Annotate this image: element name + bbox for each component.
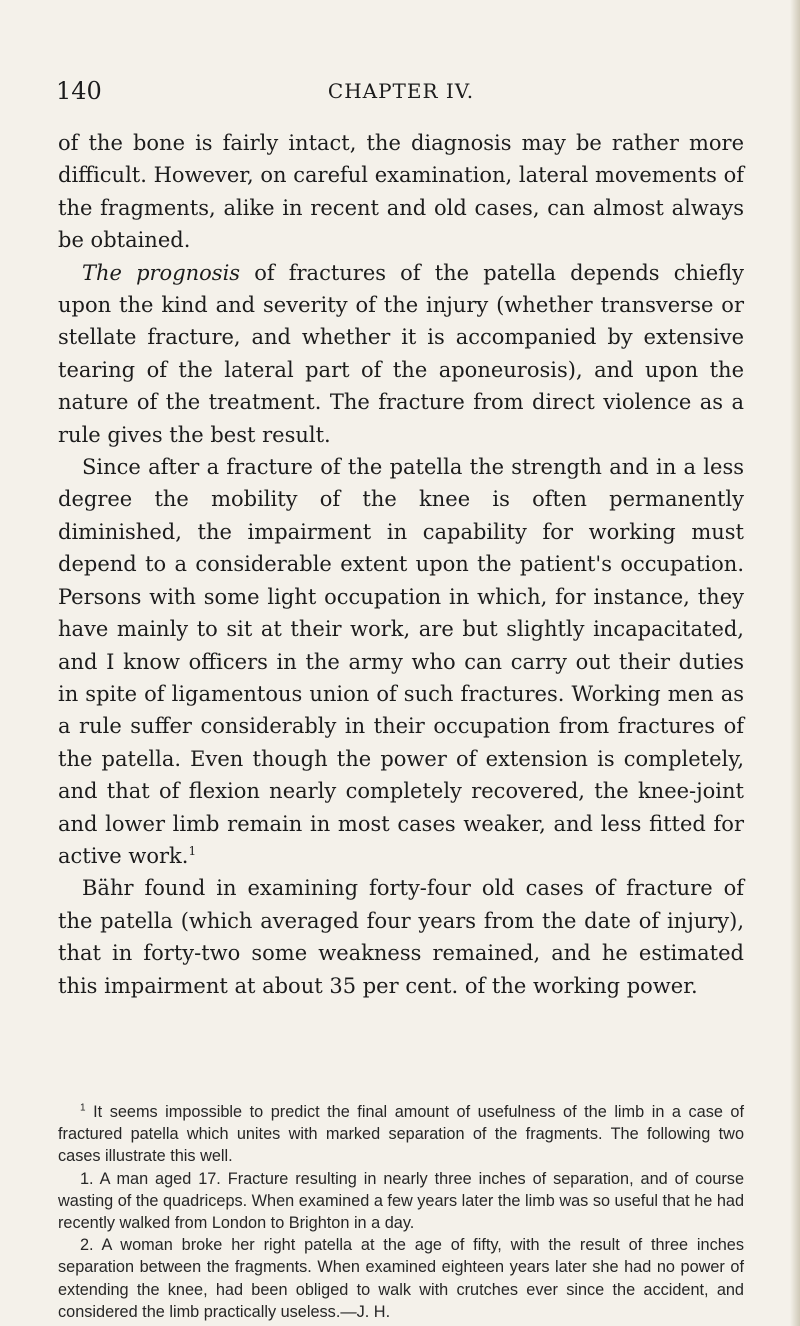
footnote-text: 1. A man aged 17. Fracture resulting in nearly three inches of separation, and of course wasting of the quadriceps. When examined a few years later the limb was so useful that he had recently walked from London to Brighton in a day. (58, 1169, 744, 1233)
footnote (58, 1101, 744, 1168)
footnote-text: 2. A woman broke her right patella at the age of fifty, with the result of three inches separation between the fragments. When examined eighteen years later she had no power of extending the knee, had been obliged to walk with crutches ever since the accident, and considered the limb practically useless.—J. H. (58, 1236, 744, 1321)
paragraph-text: Bähr found in examining forty-four old cases of fracture of the patella (which averaged four years from the date of injury), that in forty-two some weakness remained, and he estimated this impairment at about 35 per cent. of the working power. (58, 876, 744, 998)
paragraph (58, 127, 744, 257)
running-head: CHAPTER IV. (327, 79, 475, 103)
page-header (56, 74, 746, 108)
paragraph (58, 257, 744, 451)
italic-term: The prognosis (82, 260, 241, 285)
paragraph-text: of the bone is fairly intact, the diagnosis may be rather more difficult. However, on careful examination, lateral movements of the fragments, alike in recent and old cases, can almost always be obtained. (58, 131, 744, 253)
page-number: 140 (56, 77, 102, 105)
footnotes (58, 1101, 744, 1323)
footnote-case (58, 1168, 744, 1235)
body-text (58, 127, 744, 1002)
footnote-case (58, 1234, 744, 1323)
paragraph (58, 451, 744, 872)
paragraph (58, 872, 744, 1002)
footnote-reference: 1 (188, 843, 197, 858)
paragraph-text: Since after a fracture of the patella the strength and in a less degree the mobility of the knee is often permanently diminished, the impairment in capability for working must depend to a considerable extent upon the patient's occupation. Persons with some light occupation in which, for instance, they have mainly to sit at their work, are but slightly incapacitated, and I know officers in the army who can carry out their duties in spite of ligamentous union of such fractures. Working men as a rule suffer considerably in their occupation from fractures of the patella. Even though the power of extension is completely, and that of flexion nearly completely recovered, the knee-joint and lower limb remain in most cases weaker, and less fitted for active work. (58, 455, 744, 868)
page-edge-shadow (790, 0, 800, 1326)
paragraph-text: of fractures of the patella depends chiefly upon the kind and severity of the injury (whether transverse or stellate fracture, and whether it is accompanied by extensive tearing of the lateral part of the aponeurosis), and upon the nature of the treatment. The fracture from direct violence as a rule gives the best result. (58, 260, 745, 447)
footnote-text: It seems impossible to predict the final amount of usefulness of the limb in a case of fractured patella which unites with marked separation of the fragments. The following two cases illustrate this well. (58, 1103, 745, 1166)
footnote-marker: 1 (80, 1102, 86, 1114)
